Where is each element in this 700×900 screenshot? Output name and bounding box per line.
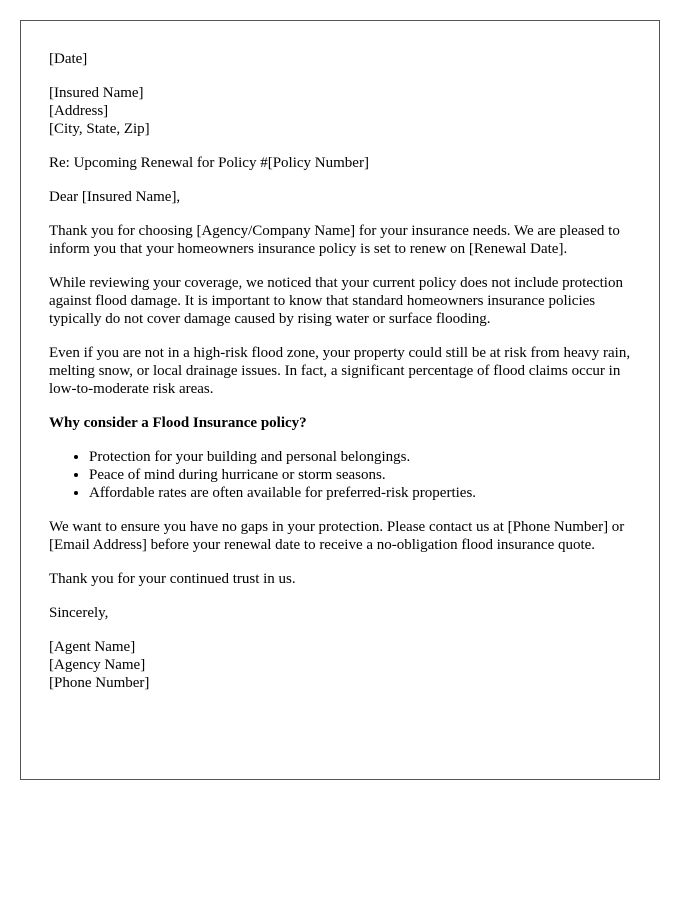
signoff: Sincerely, xyxy=(49,605,109,621)
closing-paragraph: We want to ensure you have no gaps in your protection. Please contact us at [Phone Number] or [Email Address] before your renewal date to receive a no-obligation flood insurance quote. xyxy=(49,519,625,553)
list-item: • Peace of mind during hurricane or storm seasons. xyxy=(89,466,631,484)
benefits-heading: Why consider a Flood Insurance policy? xyxy=(49,415,307,431)
recipient-address-block xyxy=(49,84,631,138)
body-paragraph: Even if you are not in a high-risk flood zone, your property could still be at risk from heavy rain, melting snow, or local drainage issues. In fact, a significant percentage of flood claims occur in low-to-moderate risk areas. xyxy=(49,345,631,397)
recipient-city-state-zip: [City, State, Zip] xyxy=(49,121,150,137)
agent-phone: [Phone Number] xyxy=(49,675,150,691)
letter-date: [Date] xyxy=(49,51,88,67)
recipient-name: [Insured Name] xyxy=(49,85,144,101)
benefits-list xyxy=(49,448,631,502)
salutation: Dear [Insured Name], xyxy=(49,189,181,205)
signature-block xyxy=(49,638,631,692)
body-paragraph: Thank you for choosing [Agency/Company Name] for your insurance needs. We are pleased to inform you that your homeowners insurance policy is set to renew on [Renewal Date]. xyxy=(49,223,620,257)
letter-page xyxy=(20,20,660,780)
closing-paragraph: Thank you for your continued trust in us. xyxy=(49,571,296,587)
agency-name: [Agency Name] xyxy=(49,657,146,673)
recipient-address: [Address] xyxy=(49,103,109,119)
agent-name: [Agent Name] xyxy=(49,639,136,655)
subject-line: Re: Upcoming Renewal for Policy #[Policy Number] xyxy=(49,155,369,171)
list-item: • Affordable rates are often available for preferred-risk properties. xyxy=(89,484,631,502)
list-item: • Protection for your building and personal belongings. xyxy=(89,448,631,466)
body-paragraph: While reviewing your coverage, we noticed that your current policy does not include protection against flood damage. It is important to know that standard homeowners insurance policies typically do not cover damage caused by rising water or surface flooding. xyxy=(49,275,623,327)
